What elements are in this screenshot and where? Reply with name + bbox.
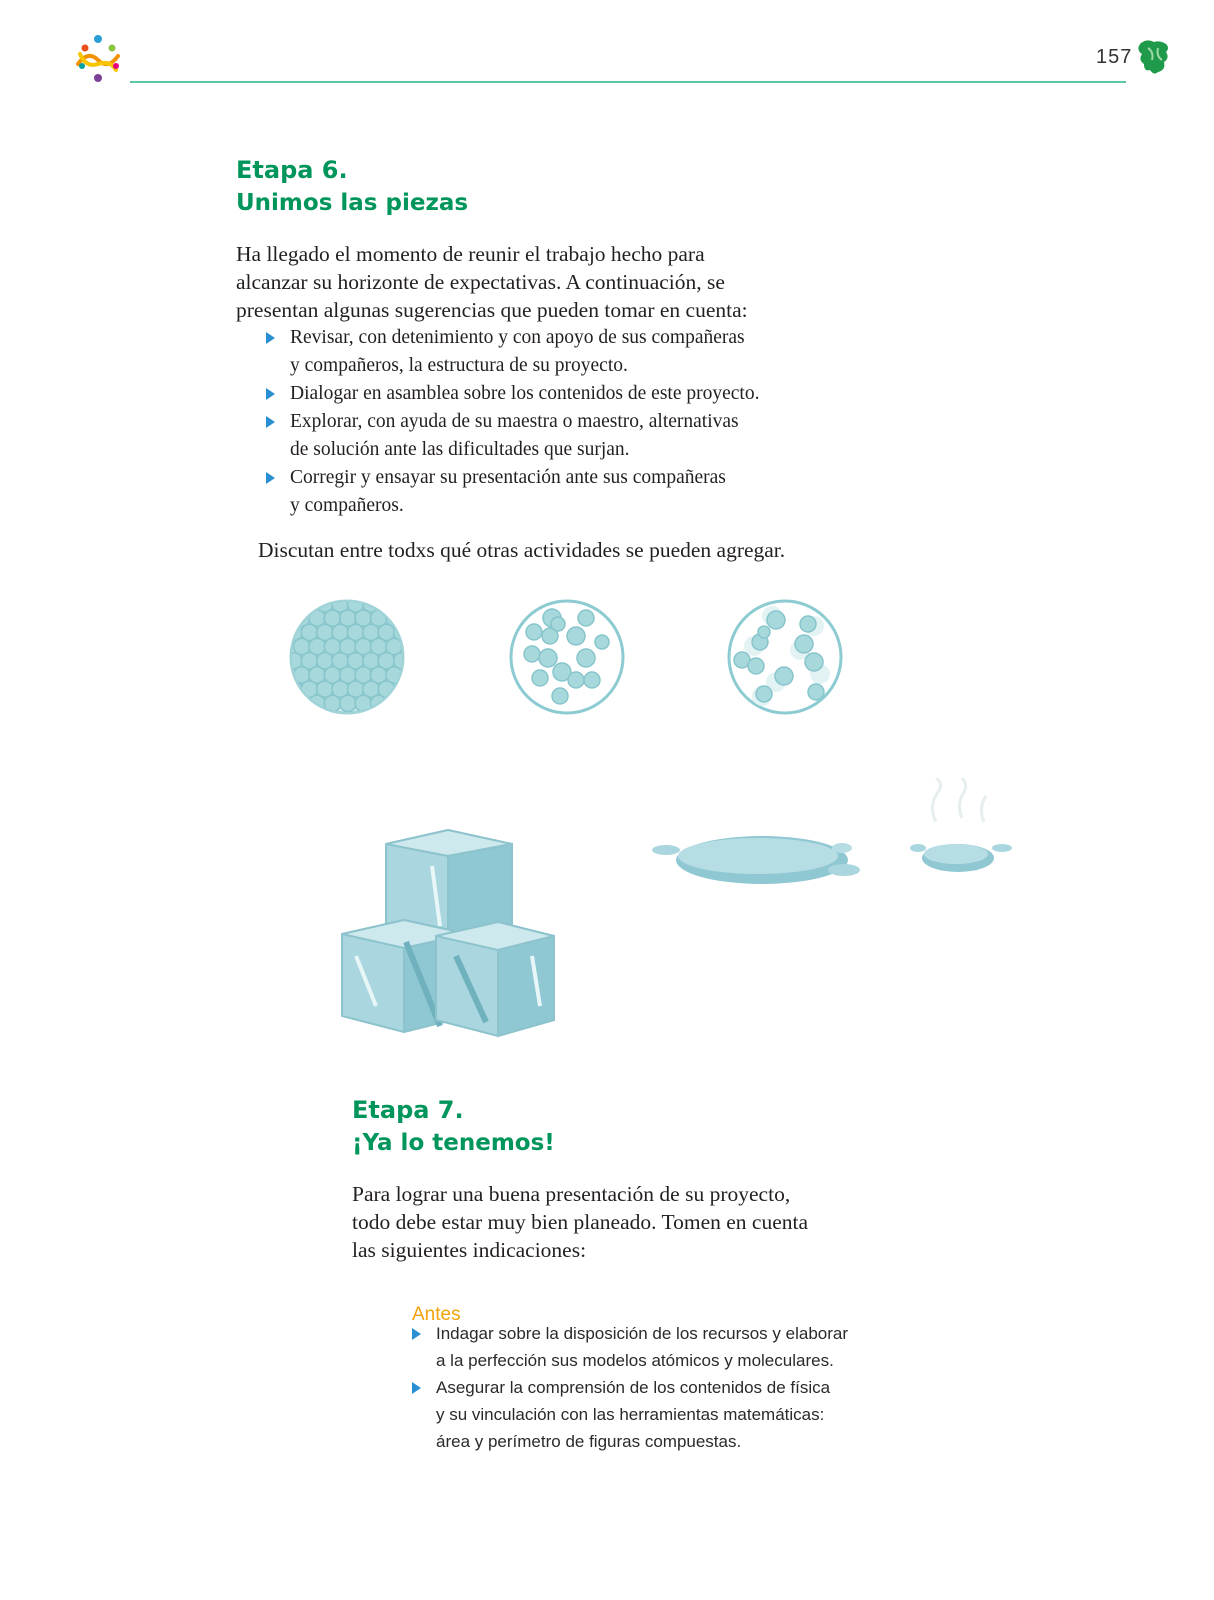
list-item: Indagar sobre la disposición de los recursos y elaborar a la perfección sus modelos atómicos y moleculares. xyxy=(408,1320,848,1374)
stage6-title: Etapa 6. xyxy=(236,156,348,184)
colorful-figures-logo-icon xyxy=(72,34,124,84)
page-number: 157 xyxy=(1096,46,1133,68)
water-puddle-icon xyxy=(646,826,866,896)
solid-particle xyxy=(378,596,394,612)
stage6-intro xyxy=(236,240,748,324)
stage6-closing: Discutan entre todxs qué otras actividades se pueden agregar. xyxy=(258,538,786,562)
bullet-triangle-icon xyxy=(266,472,275,484)
stage6-subtitle: Unimos las piezas xyxy=(236,190,469,216)
solid-particle xyxy=(394,596,408,612)
intro-line: alcanzar su horizonte de expectativas. A continuación, se xyxy=(236,270,725,294)
liquid-particles-icon xyxy=(506,596,628,718)
evaporating-puddle-icon xyxy=(906,778,1018,878)
bullet-triangle-icon xyxy=(266,388,275,400)
stage7-intro xyxy=(352,1180,808,1264)
list-item: Corregir y ensayar su presentación ante sus compañeras y compañeros. xyxy=(262,464,759,520)
solid-particle xyxy=(401,610,408,626)
header-rule xyxy=(130,81,1126,83)
stage7-bullet-list xyxy=(408,1320,848,1455)
intro-line: todo debe estar muy bien planeado. Tomen en cuenta xyxy=(352,1210,809,1234)
solid-particles-icon xyxy=(286,596,408,718)
list-item: Asegurar la comprensión de los contenidos de física y su vinculación con las herramientas matemáticas: área y perímetro de figuras compuestas. xyxy=(408,1374,848,1455)
gas-particles-icon xyxy=(724,596,846,718)
list-item: Dialogar en asamblea sobre los contenidos de este proyecto. xyxy=(262,380,759,408)
bullet-triangle-icon xyxy=(266,332,275,344)
solid-particle xyxy=(401,695,408,711)
stage6-bullet-list xyxy=(262,324,759,520)
ice-cubes-icon xyxy=(336,826,558,1048)
green-glyph-icon xyxy=(1136,38,1172,76)
bullet-triangle-icon xyxy=(412,1328,421,1340)
intro-line: Ha llegado el momento de reunir el trabajo hecho para xyxy=(236,242,705,266)
bullet-triangle-icon xyxy=(412,1382,421,1394)
intro-line: Para lograr una buena presentación de su proyecto, xyxy=(352,1182,791,1206)
intro-line: las siguientes indicaciones: xyxy=(352,1238,587,1262)
solid-particle xyxy=(286,596,302,612)
antes-label: Antes xyxy=(412,1304,461,1325)
bullet-triangle-icon xyxy=(266,416,275,428)
solid-particle xyxy=(386,695,402,711)
stage7-title: Etapa 7. xyxy=(352,1096,464,1124)
solid-particle xyxy=(340,695,356,711)
list-item: Explorar, con ayuda de su maestra o maestro, alternativas de solución ante las dificultades que surjan. xyxy=(262,408,759,464)
intro-line: presentan algunas sugerencias que pueden tomar en cuenta: xyxy=(236,298,748,322)
list-item: Revisar, con detenimiento y con apoyo de sus compañeras y compañeros, la estructura de su proyecto. xyxy=(262,324,759,380)
stage7-subtitle: ¡Ya lo tenemos! xyxy=(352,1130,555,1156)
